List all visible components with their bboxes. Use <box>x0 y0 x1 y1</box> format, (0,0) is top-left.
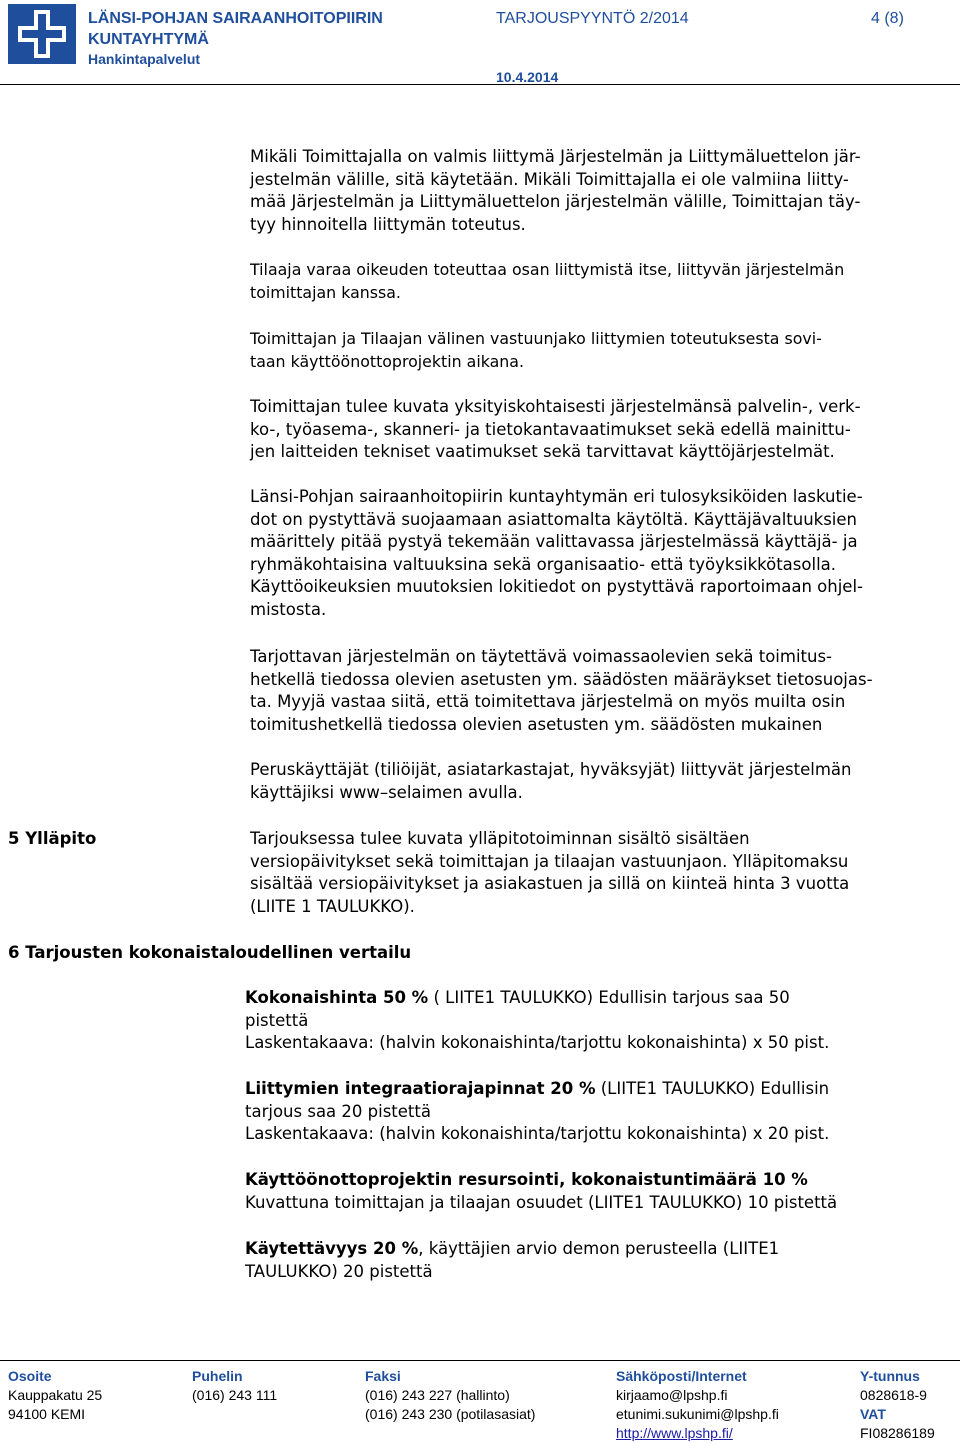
criterion-text: (LIITE1 TAULUKKO) Edullisin <box>595 1079 830 1098</box>
paragraph-responsibility <box>250 328 956 373</box>
text-line: tarjous saa 20 pistettä <box>245 1101 431 1121</box>
email-link[interactable]: etunimi.sukunimi@lpshp.fi <box>616 1406 779 1422</box>
text-line: mää Järjestelmän ja Liittymäluettelon järjestelmän välille, Toimittajan täy- <box>250 192 861 211</box>
org-name-line1: LÄNSI-POHJAN SAIRAANHOITOPIIRIN <box>88 10 383 27</box>
footer-email <box>616 1367 779 1443</box>
footer-value: 94100 KEMI <box>8 1406 86 1422</box>
footer-label: Puhelin <box>192 1368 243 1384</box>
text-line: mistosta. <box>250 599 327 619</box>
section-6-heading: 6 Tarjousten kokonaistaloudellinen vertailu <box>8 943 412 962</box>
text-line: Länsi-Pohjan sairaanhoitopiirin kuntayhtymän eri tulosyksiköiden laskutie- <box>250 487 863 506</box>
text-line: pistettä <box>245 1010 309 1030</box>
text-line: Laskentakaava: (halvin kokonaishinta/tarjottu kokonaishinta) x 50 pist. <box>245 1033 830 1052</box>
criterion-title: Kokonaishinta 50 % <box>245 988 429 1007</box>
footer-phone <box>192 1367 277 1405</box>
footer-value: (016) 243 227 (hallinto) <box>365 1387 510 1403</box>
footer-label: Faksi <box>365 1368 401 1384</box>
org-name-line2: KUNTAYHTYMÄ <box>88 31 209 48</box>
text-line: Tilaaja varaa oikeuden toteuttaa osan liittymistä itse, liittyvän järjestelmän <box>250 260 845 279</box>
footer-fax <box>365 1367 535 1424</box>
text-line: hetkellä tiedossa olevien asetusten ym. säädösten määräykset tietosuojas- <box>250 669 873 689</box>
paragraph-client-rights <box>250 259 956 304</box>
text-line: käyttäjiksi www–selaimen avulla. <box>250 782 523 802</box>
footer-label: Sähköposti/Internet <box>616 1368 747 1384</box>
section-5-heading: 5 Ylläpito <box>8 829 97 848</box>
header-divider <box>0 84 960 85</box>
footer-address <box>8 1367 102 1424</box>
criterion-resourcing <box>245 1169 957 1214</box>
criterion-usability <box>245 1238 957 1283</box>
footer-value: (016) 243 230 (potilasasiat) <box>365 1406 536 1422</box>
text-line: Tarjottavan järjestelmän on täytettävä voimassaolevien sekä toimitus- <box>250 647 833 666</box>
text-line: tyy hinnoitella liittymän toteutus. <box>250 214 526 234</box>
criterion-title: Liittymien integraatiorajapinnat 20 % <box>245 1079 596 1098</box>
text-line: Laskentakaava: (halvin kokonaishinta/tarjottu kokonaishinta) x 20 pist. <box>245 1124 830 1143</box>
text-line: sisältää versiopäivitykset ja asiakastuen ja sillä on kiinteä hinta 3 vuotta <box>250 874 850 893</box>
footer-divider <box>0 1360 960 1361</box>
criterion-integration <box>245 1078 957 1146</box>
email-link[interactable]: kirjaamo@lpshp.fi <box>616 1387 728 1403</box>
footer-business-id <box>860 1367 935 1443</box>
footer-value: Kauppakatu 25 <box>8 1387 103 1403</box>
text-line: Toimittajan ja Tilaajan välinen vastuunjako liittymien toteutuksesta sovi- <box>250 329 822 348</box>
footer-label: Osoite <box>8 1368 52 1384</box>
text-line: Mikäli Toimittajalla on valmis liittymä Järjestelmän ja Liittymäluettelon jär- <box>250 147 861 166</box>
text-line: TAULUKKO) 20 pistettä <box>245 1261 433 1281</box>
text-line: Tarjouksessa tulee kuvata ylläpitotoiminnan sisältö sisältäen <box>250 829 750 848</box>
text-line: Peruskäyttäjät (tiliöijät, asiatarkastajat, hyväksyjät) liittyvät järjestelmän <box>250 760 852 779</box>
department-name: Hankintapalvelut <box>88 51 201 67</box>
paragraph-basic-users <box>250 759 956 804</box>
text-line: määrittely pitää pystyä tekemään valittavassa järjestelmässä käyttäjä- ja <box>250 532 858 551</box>
page-number: 4 (8) <box>871 10 904 27</box>
footer-value: (016) 243 111 <box>192 1387 278 1403</box>
footer-label: VAT <box>860 1406 886 1422</box>
document-title: TARJOUSPYYNTÖ 2/2014 <box>496 10 689 27</box>
paragraph-interface-existing <box>250 146 956 236</box>
text-line: versiopäivitykset sekä toimittajan ja tilaajan vastuunjaon. Ylläpitomaksu <box>250 851 849 871</box>
website-link[interactable]: http://www.lpshp.fi/ <box>616 1425 733 1441</box>
criterion-total-price <box>245 987 957 1055</box>
cross-logo-icon <box>8 4 76 64</box>
footer-value: 0828618-9 <box>860 1387 927 1403</box>
criterion-title: Käyttöönottoprojektin resursointi, kokonaistuntimäärä 10 % <box>245 1170 808 1189</box>
text-line: dot on pystyttävä suojaamaan asiattomalta käytöltä. Käyttäjävaltuuksien <box>250 509 858 529</box>
criterion-text: , käyttäjien arvio demon perusteella (LIITE1 <box>418 1239 780 1258</box>
footer-value: FI08286189 <box>860 1425 935 1441</box>
text-line: ko-, työasema-, skanneri- ja tietokantavaatimukset sekä edellä mainittu- <box>250 419 851 439</box>
criterion-title: Käytettävyys 20 % <box>245 1239 419 1258</box>
text-line: Käyttöoikeuksien muutoksien lokitiedot on pystyttävä raportoimaan ohjel- <box>250 577 863 596</box>
text-line: taan käyttöönottoprojektin aikana. <box>250 351 524 371</box>
text-line: jestelmän välille, sitä käytetään. Mikäli Toimittajalla ei ole valmiina liitty- <box>250 169 849 189</box>
paragraph-access-rights <box>250 486 956 621</box>
text-line: ta. Myyjä vastaa siitä, että toimitettava järjestelmä on myös muilta osin <box>250 692 846 711</box>
text-line: Kuvattuna toimittajan ja tilaajan osuudet (LIITE1 TAULUKKO) 10 pistettä <box>245 1192 838 1212</box>
section-5-text <box>250 828 956 918</box>
document-date: 10.4.2014 <box>496 69 559 85</box>
text-line: ryhmäkohtaisina valtuuksina sekä organisaatio- että työyksikkötasolla. <box>250 554 837 574</box>
text-line: jen laitteiden tekniset vaatimukset sekä tarvittavat käyttöjärjestelmät. <box>250 442 835 461</box>
text-line: toimitushetkellä tiedossa olevien asetusten ym. säädösten mukainen <box>250 714 823 734</box>
criterion-text: ( LIITE1 TAULUKKO) Edullisin tarjous saa 50 <box>428 988 790 1007</box>
paragraph-regulations <box>250 646 956 736</box>
text-line: toimittajan kanssa. <box>250 282 401 302</box>
footer-label: Y-tunnus <box>860 1368 920 1384</box>
paragraph-requirements <box>250 396 956 464</box>
text-line: (LIITE 1 TAULUKKO). <box>250 896 415 916</box>
text-line: Toimittajan tulee kuvata yksityiskohtaisesti järjestelmänsä palvelin-, verk- <box>250 397 861 416</box>
